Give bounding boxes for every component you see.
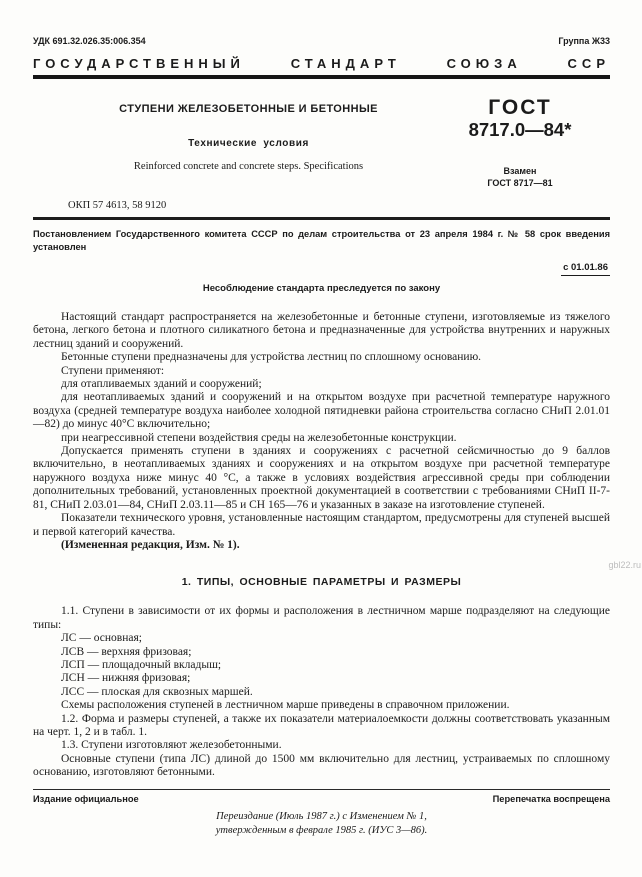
decree-text: Постановлением Государственного комитета СССР по делам строительства от 23 апреля 1984 г. № 58 срок введения установлен	[33, 229, 610, 252]
decree-divider	[33, 217, 610, 220]
replaces-block	[430, 165, 610, 189]
paragraph: Ступени применяют:	[61, 364, 165, 377]
udk-code: УДК 691.32.026.35:006.354	[33, 36, 146, 46]
title-left-column	[33, 100, 430, 189]
reissue-line: утвержденным в феврале 1985 г. (ИУС 3—86).	[215, 825, 428, 837]
paragraph: Настоящий стандарт распространяется на железобетонные и бетонные ступени, изготовляемые из тяжелого бетона, легкого бетона и плотного силикатного бетона и предназначенные для устройства внутренних и наружных лестниц зданий и сооружений.	[33, 311, 610, 350]
list-item: ЛСВ — верхняя фризовая;	[61, 645, 192, 658]
list-item: ЛС — основная;	[61, 632, 142, 645]
paragraph: Основные ступени (типа ЛС) длиной до 1500 мм включительно для лестниц, устраиваемых по сплошному основанию, изготовляют бетонными.	[33, 752, 610, 779]
okp-code: ОКП 57 4613, 58 9120	[68, 200, 167, 211]
reissue-line: Переиздание (Июль 1987 г.) с Изменением № 1,	[216, 811, 427, 823]
document-title: СТУПЕНИ ЖЕЛЕЗОБЕТОННЫЕ И БЕТОННЫЕ	[119, 103, 378, 115]
paragraph: для отапливаемых зданий и сооружений;	[61, 378, 262, 391]
paragraph: Схемы расположения ступеней в лестничном марше приведены в справочном приложении.	[61, 699, 510, 712]
paragraph: Показатели технического уровня, установленные настоящим стандартом, предусмотрены для ступеней высшей и первой категорий качества.	[33, 512, 610, 538]
reissue-note	[33, 810, 610, 838]
reprint-prohibited-label: Перепечатка воспрещена	[492, 794, 610, 805]
list-item: ЛСС — плоская для сквозных маршей.	[61, 685, 253, 698]
group-code: Группа Ж33	[558, 36, 610, 46]
site-watermark: gbl22.ru	[608, 560, 641, 570]
header-divider	[33, 75, 610, 79]
page-footer	[33, 789, 610, 839]
list-item: ЛСН — нижняя фризовая;	[61, 672, 191, 685]
footer-divider	[33, 789, 610, 791]
section-1-body	[33, 605, 610, 779]
document-subtitle-english: Reinforced concrete and concrete steps. Specifications	[133, 161, 364, 172]
replaces-label: Взамен	[503, 166, 537, 176]
paragraph: Допускается применять ступени в зданиях и сооружениях с расчетной сейсмичностью до 9 баллов включительно, в неотапливаемых зданиях и сооружениях и на открытом воздухе при расчетной температуре наружного воздуха ниже минус 40 °С, а также в условиях воздействия агрессивной среды при соблюдении дополнительных требований, установленных проектной документацией в соответствии с требованиями СНиП II-7-81, СНиП 2.03.01—84, СНиП 2.03.11—85 и СН 165—76 и указанных в заказе на изготовление ступеней.	[33, 445, 610, 511]
list-item: ЛСП — площадочный вкладыш;	[61, 658, 222, 671]
paragraph: Бетонные ступени предназначены для устройства лестниц по сплошному основанию.	[61, 351, 482, 364]
intro-section	[33, 311, 610, 552]
title-block	[33, 96, 610, 189]
effective-date: с 01.01.86	[561, 262, 610, 276]
standard-word: СТАНДАРТ	[290, 56, 401, 71]
amendment-note: (Измененная редакция, Изм. № 1).	[61, 538, 240, 551]
footer-labels-row	[33, 794, 610, 804]
standard-word: ГОСУДАРСТВЕННЫЙ	[33, 56, 245, 71]
gost-label: ГОСТ	[488, 96, 552, 119]
replaces-number: ГОСТ 8717—81	[487, 178, 553, 188]
document-subtitle: Технические условия	[188, 138, 309, 149]
effective-date-row	[33, 257, 610, 276]
standard-word: ССР	[567, 56, 610, 71]
standard-word: СОЮЗА	[446, 56, 522, 71]
paragraph: 1.2. Форма и размеры ступеней, а также их показатели материалоемкости должны соответствовать указанным на черт. 1, 2 и в табл. 1.	[33, 712, 610, 738]
official-edition-label: Издание официальное	[33, 794, 139, 805]
gost-designation-block	[430, 97, 610, 189]
classification-row	[33, 36, 610, 47]
paragraph: 1.3. Ступени изготовляют железобетонными.	[61, 739, 282, 752]
gost-number: 8717.0—84*	[468, 119, 572, 140]
section-heading: 1. ТИПЫ, ОСНОВНЫЕ ПАРАМЕТРЫ И РАЗМЕРЫ	[181, 576, 462, 589]
state-standard-title	[33, 56, 610, 71]
paragraph: 1.1. Ступени в зависимости от их формы и расположения в лестничном марше подразделяют на следующие типы:	[33, 605, 610, 631]
paragraph: при неагрессивной степени воздействия среды на железобетонные конструкции.	[61, 431, 457, 444]
law-notice: Несоблюдение стандарта преследуется по закону	[202, 283, 441, 294]
paragraph: для неотапливаемых зданий и сооружений и на открытом воздухе при расчетной температуре наружного воздуха (средней температуре воздуха наиболее холодной пятидневки района строительства согласно СНиП 2.01.01—82) до минус 40°С включительно;	[33, 391, 610, 431]
